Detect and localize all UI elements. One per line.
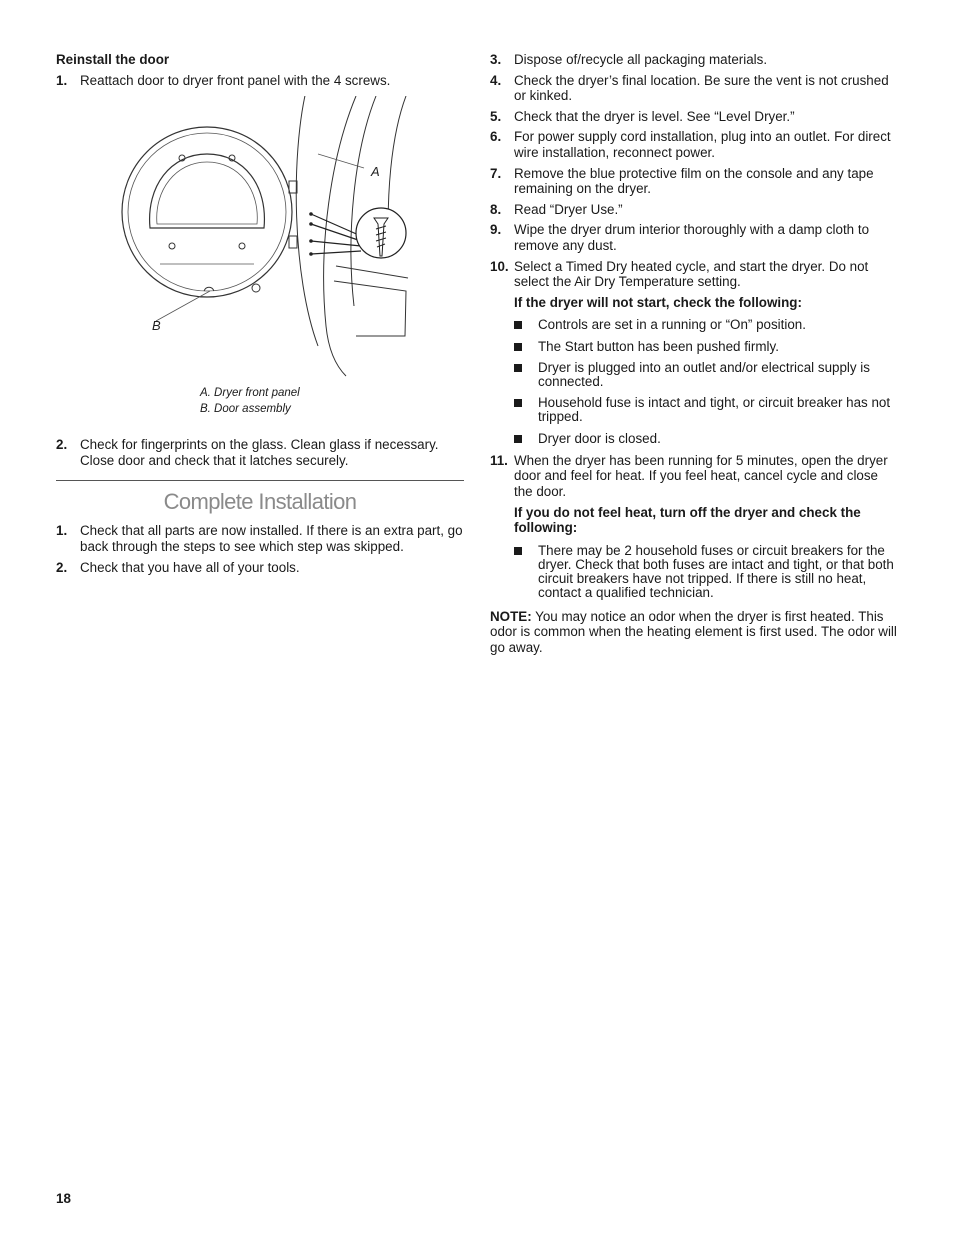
step-10 <box>490 259 900 290</box>
step-text: Read “Dryer Use.” <box>514 201 623 217</box>
bullet-icon <box>514 399 522 407</box>
figure-captions <box>56 385 464 417</box>
step-text: Check that you have all of your tools. <box>80 559 300 575</box>
step-text: Dispose of/recycle all packaging materials. <box>514 52 768 67</box>
heat-check-list <box>490 544 900 601</box>
step-number: 2. <box>56 559 68 575</box>
step-number: 9. <box>490 222 502 238</box>
odor-note <box>490 609 900 656</box>
step-number: 10. <box>490 258 509 274</box>
hinge-tab-bottom <box>289 236 297 248</box>
figure-label-a: A <box>371 164 380 180</box>
bullet-icon <box>514 343 522 351</box>
complete-step-2 <box>56 560 464 576</box>
complete-installation-steps <box>56 523 464 575</box>
step-text: Check for fingerprints on the glass. Clean glass if necessary. Close door and check that it latches securely. <box>80 437 439 468</box>
step-number: 11. <box>490 452 508 468</box>
step-text: When the dryer has been running for 5 minutes, open the dryer door and feel for heat. If you feel heat, cancel cycle and close the door. <box>514 452 888 499</box>
step-text: Wipe the dryer drum interior thoroughly with a damp cloth to remove any dust. <box>514 222 870 253</box>
door-inner-ring <box>128 133 286 291</box>
step-text: Check that the dryer is level. See “Level Dryer.” <box>514 108 795 124</box>
final-steps <box>490 52 900 290</box>
door-window <box>150 154 265 228</box>
step-7 <box>490 166 900 197</box>
note-text: You may notice an odor when the dryer is first heated. This odor is common when the heating element is first used. The odor will go away. <box>490 608 897 655</box>
step-5 <box>490 109 900 125</box>
step-text: Remove the blue protective film on the console and any tape remaining on the dryer. <box>514 165 874 197</box>
step-number: 8. <box>490 201 502 217</box>
step-number: 2. <box>56 437 68 453</box>
step-3 <box>490 52 900 68</box>
reinstall-step-2 <box>56 437 464 468</box>
start-check-item: Controls are set in a running or “On” position. <box>514 318 900 332</box>
step-text: Select a Timed Dry heated cycle, and start the dryer. Do not select the Air Dry Temperature setting. <box>514 258 869 290</box>
step-text: Check the dryer’s final location. Be sure the vent is not crushed or kinked. <box>514 72 889 104</box>
step-text: For power supply cord installation, plug into an outlet. For direct wire installation, reconnect power. <box>514 129 891 160</box>
dryer-door-drawing <box>56 96 464 381</box>
door-window-inner <box>157 162 258 224</box>
start-check-item: The Start button has been pushed firmly. <box>514 340 900 354</box>
door-outer-ring <box>122 127 292 297</box>
start-check-item: Household fuse is intact and tight, or circuit breaker has not tripped. <box>514 396 900 424</box>
start-check-heading: If the dryer will not start, check the following: <box>514 294 802 310</box>
complete-installation-heading: Complete Installation <box>163 489 357 515</box>
screw-callout-3 <box>311 241 361 246</box>
dryer-front-panel-outline <box>296 96 318 346</box>
reinstall-door-heading: Reinstall the door <box>56 52 170 67</box>
page-number: 18 <box>56 1191 71 1206</box>
section-divider <box>56 480 464 481</box>
complete-step-1 <box>56 523 464 554</box>
step-text: Check that all parts are now installed. If there is an extra part, go back through the steps to see which step was skipped. <box>80 523 463 554</box>
reinstall-steps <box>56 73 464 89</box>
right-column <box>490 52 900 655</box>
step-4 <box>490 73 900 104</box>
step-number: 4. <box>490 72 502 88</box>
bullet-icon <box>514 547 522 555</box>
step-number: 5. <box>490 108 502 124</box>
bullet-icon <box>514 321 522 329</box>
step-number: 1. <box>56 523 68 539</box>
step-11 <box>490 453 900 500</box>
dryer-base-line <box>334 281 406 336</box>
door-reinstall-illustration <box>56 96 464 381</box>
start-check-list <box>490 318 900 445</box>
dryer-base-line-2 <box>336 266 408 278</box>
step-number: 1. <box>56 72 68 88</box>
step-8 <box>490 202 900 218</box>
reinstall-step-1 <box>56 73 464 89</box>
step-number: 7. <box>490 165 502 181</box>
final-steps-cont <box>490 453 900 500</box>
start-check-item: Dryer door is closed. <box>514 432 900 446</box>
heat-check-heading: If you do not feel heat, turn off the dryer and check the following: <box>514 504 861 536</box>
left-column <box>56 52 464 580</box>
caption-b: B. Door assembly <box>200 403 291 416</box>
note-label: NOTE: <box>490 608 532 624</box>
label-b-leader <box>156 291 210 321</box>
dryer-cabinet-curve-inner <box>351 96 376 306</box>
heat-check-item: There may be 2 household fuses or circuit breakers for the dryer. Check that both fuses are intact and tight, or that both circuit breakers have not tripped. If there is still no heat, contact a qualified technician. <box>514 544 900 601</box>
caption-a: A. Dryer front panel <box>200 387 300 400</box>
figure-label-b: B <box>152 318 161 334</box>
bullet-icon <box>514 364 522 372</box>
label-a-leader <box>318 154 364 168</box>
bullet-icon <box>514 435 522 443</box>
step-text: Reattach door to dryer front panel with the 4 screws. <box>80 72 391 88</box>
step-9 <box>490 222 900 253</box>
screw-callout-4 <box>311 251 361 254</box>
step-6 <box>490 129 900 160</box>
step-number: 6. <box>490 129 502 145</box>
start-check-item: Dryer is plugged into an outlet and/or electrical supply is connected. <box>514 361 900 389</box>
reinstall-steps-cont <box>56 437 464 468</box>
step-number: 3. <box>490 52 502 67</box>
